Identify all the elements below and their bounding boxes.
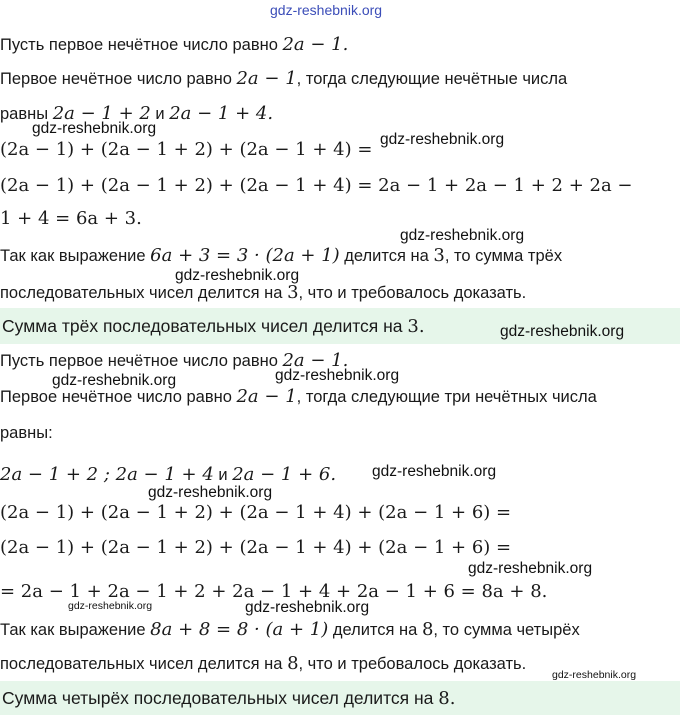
part2-answer-box — [0, 681, 680, 715]
part1-equation-3: 1 + 4 = 6a + 3. — [0, 208, 142, 229]
part2-list-expr-a: 2a − 1 + 2 ; 2a − 1 + 4 — [0, 464, 214, 485]
part2-list-and: и — [213, 466, 233, 484]
part1-conc2-text-b: , что и требовалось доказать. — [298, 284, 527, 302]
part1-line3-expr-b: 2a − 1 + 4. — [169, 103, 274, 124]
part1-answer — [2, 316, 425, 337]
watermark-small: gdz-reshebnik.org — [552, 669, 637, 681]
part2-conclusion-2 — [0, 653, 526, 674]
part2-line3: равны: — [0, 424, 53, 442]
watermark: gdz-reshebnik.org — [245, 599, 370, 616]
part1-line2-expr: 2a − 1 — [236, 68, 297, 89]
part2-conc2-text-b: , что и требовалось доказать. — [298, 655, 527, 673]
part1-line3-expr-a: 2a − 1 + 2 — [52, 103, 151, 124]
part1-intro-text: Пусть первое нечётное число равно — [0, 36, 283, 54]
part2-conc-text-b: делится на — [328, 621, 422, 639]
watermark: gdz-reshebnik.org — [380, 131, 505, 148]
part2-line2-text-b: , тогда следующие три нечётных числа — [296, 388, 597, 406]
part1-line3-and: и — [150, 105, 170, 123]
part2-line2-expr: 2a − 1 — [236, 386, 297, 407]
part2-list-expr-b: 2a − 1 + 6. — [232, 464, 337, 485]
part1-equation-1: (2a − 1) + (2a − 1 + 2) + (2a − 1 + 4) = — [0, 139, 373, 160]
part1-conclusion-2 — [0, 282, 526, 303]
watermark: gdz-reshebnik.org — [275, 367, 400, 384]
watermark: gdz-reshebnik.org — [468, 560, 593, 577]
part1-line2-text-b: , тогда следующие нечётные числа — [296, 70, 568, 88]
part1-conc-text-a: Так как выражение — [0, 247, 151, 265]
watermark-top: gdz-reshebnik.org — [270, 2, 383, 18]
part2-conc-num: 8 — [421, 619, 434, 640]
part2-conclusion-1 — [0, 619, 580, 640]
part2-list — [0, 464, 336, 485]
part1-equation-2: (2a − 1) + (2a − 1 + 2) + (2a − 1 + 4) = 2a − 1 + 2a − 1 + 2 + 2a − — [0, 175, 633, 196]
part1-answer-num: 3. — [407, 316, 425, 337]
part2-equation-3: = 2a − 1 + 2a − 1 + 2 + 2a − 1 + 4 + 2a − 1 + 6 = 8a + 8. — [0, 581, 548, 602]
part2-conc-expr: 8a + 8 = 8 · (a + 1) — [150, 619, 329, 640]
part1-conc-expr: 6a + 3 = 3 · (2a + 1) — [150, 245, 340, 266]
part2-conc-text-a: Так как выражение — [0, 621, 151, 639]
watermark: gdz-reshebnik.org — [175, 267, 300, 284]
part2-answer — [2, 688, 455, 709]
watermark: gdz-reshebnik.org — [372, 463, 497, 480]
part2-answer-text: Сумма четырёх последовательных чисел делится на — [2, 688, 439, 708]
part1-line2-text-a: Первое нечётное число равно — [0, 70, 237, 88]
part2-intro-expr: 2a − 1. — [282, 350, 349, 371]
part2-conc2-text-a: последовательных чисел делится на — [0, 655, 288, 673]
part1-conc-num: 3 — [433, 245, 445, 266]
watermark-small: gdz-reshebnik.org — [68, 600, 153, 612]
watermark: gdz-reshebnik.org — [500, 323, 625, 340]
watermark: gdz-reshebnik.org — [52, 372, 177, 389]
part1-answer-text: Сумма трёх последовательных чисел делится на — [2, 316, 408, 336]
part1-conc2-text-a: последовательных чисел делится на — [0, 284, 288, 302]
part2-conc2-num: 8 — [287, 653, 299, 674]
watermark: gdz-reshebnik.org — [148, 484, 273, 501]
part1-line3-text: равны — [0, 105, 53, 123]
part1-conc-text-c: , то сумма трёх — [444, 247, 563, 265]
part1-conclusion-1 — [0, 245, 562, 266]
watermark: gdz-reshebnik.org — [400, 227, 525, 244]
part1-line2 — [0, 68, 567, 89]
part2-equation-1: (2a − 1) + (2a − 1 + 2) + (2a − 1 + 4) + (2a − 1 + 6) = — [0, 502, 512, 523]
part1-intro — [0, 34, 348, 55]
part2-equation-2: (2a − 1) + (2a − 1 + 2) + (2a − 1 + 4) + (2a − 1 + 6) = — [0, 537, 512, 558]
part1-conc-text-b: делится на — [339, 247, 434, 265]
part2-answer-num: 8. — [438, 688, 456, 709]
part2-line2-text-a: Первое нечётное число равно — [0, 388, 237, 406]
part1-conc2-num: 3 — [287, 282, 299, 303]
part2-conc-text-c: , то сумма четырёх — [433, 621, 580, 639]
watermark: gdz-reshebnik.org — [32, 120, 157, 137]
part2-intro-text: Пусть первое нечётное число равно — [0, 352, 283, 370]
part1-intro-expr: 2a − 1. — [282, 34, 349, 55]
